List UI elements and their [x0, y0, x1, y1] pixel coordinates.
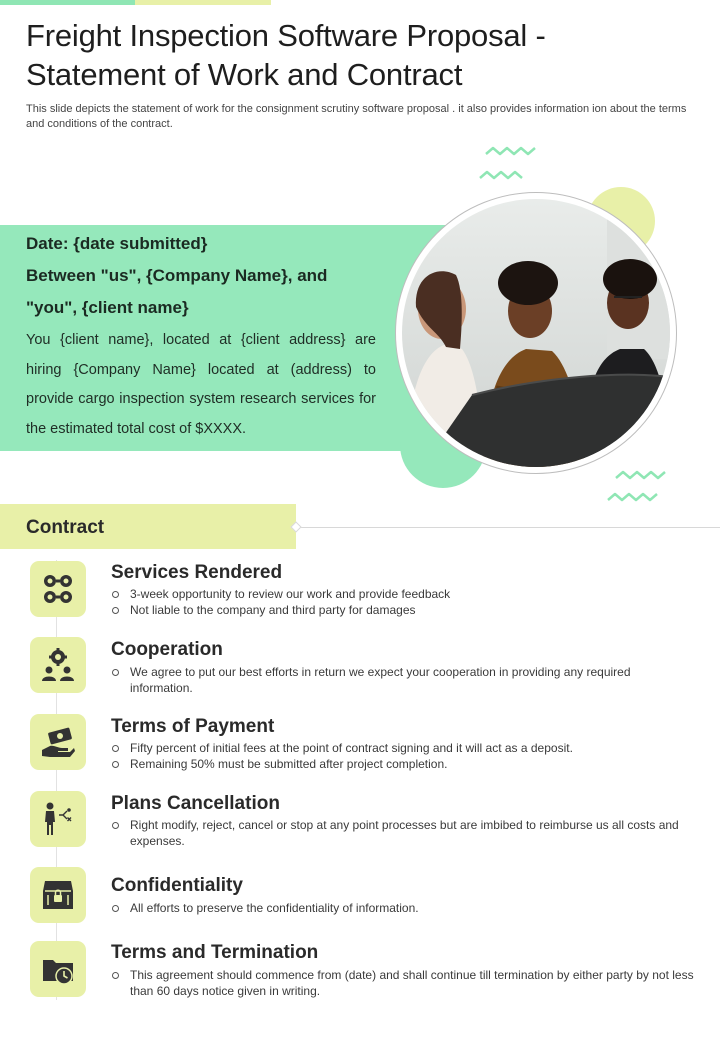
- bullet-item: All efforts to preserve the confidentiality of information.: [111, 900, 696, 916]
- item-bullets-confidentiality: [111, 900, 696, 916]
- between-line-2: "you", {client name}: [26, 298, 189, 317]
- bullet-item: Fifty percent of initial fees at the point of contract signing and it will act as a deposit.: [111, 740, 696, 756]
- item-bullets-cooperation: [111, 664, 696, 696]
- bullet-item: Not liable to the company and third party for damages: [111, 602, 696, 618]
- contract-divider: [296, 527, 720, 528]
- item-title-terms-of-payment: Terms of Payment: [111, 716, 275, 737]
- date-line: Date: {date submitted}: [26, 234, 208, 253]
- bullet-item: We agree to put our best efforts in return we expect your cooperation in providing any required information.: [111, 664, 696, 696]
- title-line-2: Statement of Work and Contract: [26, 57, 463, 92]
- item-title-services-rendered: Services Rendered: [111, 562, 283, 583]
- payment-hand-icon: [30, 714, 86, 770]
- bullet-item: Right modify, reject, cancel or stop at any point processes but are imbibed to reimburse us all costs and expenses.: [111, 817, 696, 849]
- bullet-item: 3-week opportunity to review our work and provide feedback: [111, 586, 696, 602]
- page-subtitle: This slide depicts the statement of work for the consignment scrutiny software proposal . it also provides information ion about the terms and conditions of the contract.: [26, 103, 687, 130]
- contract-heading: Contract: [26, 517, 105, 538]
- zigzag-decoration-bottom: [606, 470, 670, 504]
- person-options-icon: [30, 791, 86, 847]
- item-title-confidentiality: Confidentiality: [111, 875, 243, 896]
- between-line-1: Between "us", {Company Name}, and: [26, 266, 328, 285]
- zigzag-decoration-top: [478, 146, 538, 182]
- page-title: [26, 16, 696, 94]
- item-title-terms-and-termination: Terms and Termination: [111, 942, 319, 963]
- item-title-cooperation: Cooperation: [111, 639, 223, 660]
- locked-folder-icon: [30, 867, 86, 923]
- top-accent-yellow: [135, 0, 271, 5]
- timeline-line: [56, 560, 57, 1000]
- item-bullets-terms-and-termination: [111, 967, 696, 999]
- gears-icon: [30, 561, 86, 617]
- item-bullets-services-rendered: [111, 586, 696, 618]
- item-bullets-terms-of-payment: [111, 740, 696, 772]
- item-bullets-plans-cancellation: [111, 817, 696, 849]
- top-accent-green: [0, 0, 135, 5]
- title-line-1: Freight Inspection Software Proposal -: [26, 18, 546, 53]
- intro-body: You {client name}, located at {client address} are hiring {Company Name} located at (address) to provide cargo inspection system research services for the estimated total cost of $XXXX.: [26, 332, 376, 437]
- bullet-item: This agreement should commence from (date) and shall continue till termination by either party by not less than 60 days notice given in writing.: [111, 967, 696, 999]
- bullet-item: Remaining 50% must be submitted after project completion.: [111, 756, 696, 772]
- team-gear-icon: [30, 637, 86, 693]
- meeting-photo: [402, 199, 670, 467]
- folder-clock-icon: [30, 941, 86, 997]
- item-title-plans-cancellation: Plans Cancellation: [111, 793, 280, 814]
